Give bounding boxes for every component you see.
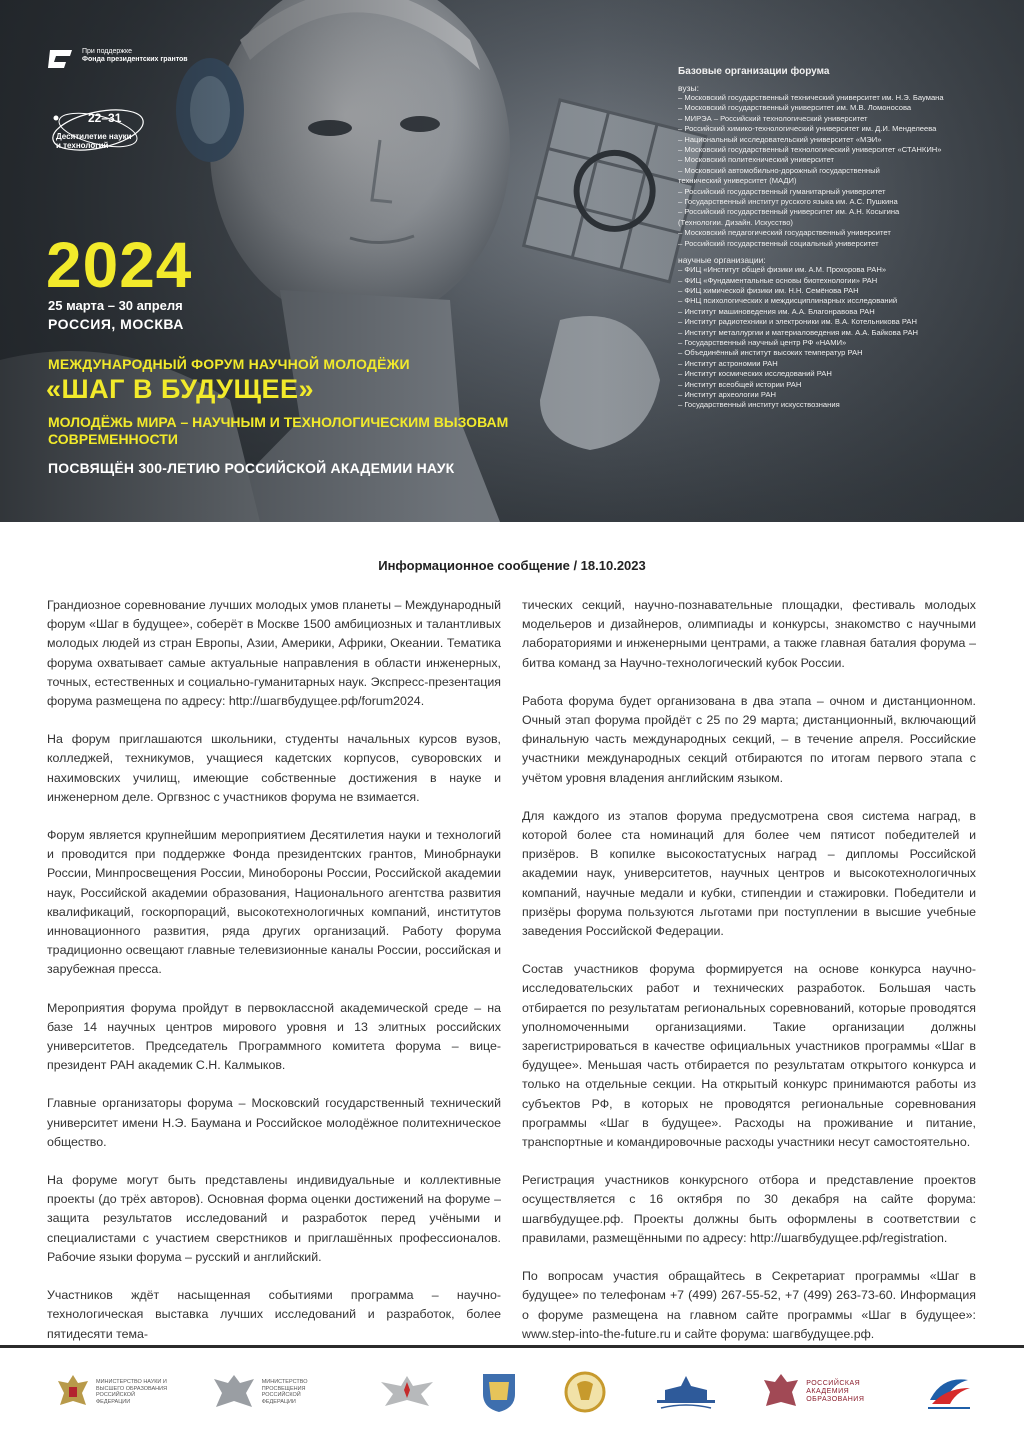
body-paragraph: Форум является крупнейшим мероприятием Десятилетия науки и технологий и проводится при поддержке Фонда президентских грантов, Минобрнауки России, Минпросвещения России, Минобороны России, Российской академии наук, Российской академии образования, Национального агентства развития квалификаций, госкорпораций, высокотехнологичных компаний, институтов инновационного развития, ряда других организаций. Работу форума традиционно освещают главные телевизионные каналы России, российская и зарубежная пресса. <box>47 828 501 977</box>
decade-caption: Десятилетие науки и технологий <box>56 132 132 150</box>
forum-name: «ШАГ В БУДУЩЕЕ» <box>46 374 315 404</box>
decade-of-science-logo <box>48 100 158 160</box>
left-column <box>47 596 501 1344</box>
science-organization-item: – ФНЦ психологических и междисциплинарных исследований <box>678 296 898 306</box>
body-paragraph: Главные организаторы форума – Московский государственный технический университет имени Н.Э. Баумана и Российское молодёжное политехническое общество. <box>47 1096 501 1149</box>
rao-logo <box>762 1372 880 1412</box>
university-item: технический университет (МАДИ) <box>678 176 797 186</box>
logo-small-text: При поддержке <box>82 48 132 55</box>
science-organization-item: – ФИЦ «Институт общей физики им. А.М. Прохорова РАН» <box>678 265 887 275</box>
defense-ministry-emblem-icon <box>377 1372 437 1412</box>
university-item: – Московский педагогический государственный университет <box>678 228 891 238</box>
university-item: – Государственный институт русского языка им. А.С. Пушкина <box>678 197 898 207</box>
science-organizations-list <box>678 265 998 411</box>
shield-emblem-icon <box>479 1370 519 1414</box>
body-paragraph: Мероприятия форума пройдут в первоклассной академической среде – на базе 14 научных центров мирового уровня и 13 элитных российских университетов. Председатель Программного комитета форума – вице-президент РАН академик С.Н. Калмыков. <box>47 1000 501 1073</box>
base-organizations <box>678 66 998 411</box>
footer-divider <box>0 1345 1024 1348</box>
palace-emblem-icon <box>651 1372 721 1412</box>
science-organization-item: – Государственный научный центр РФ «НАМИ» <box>678 337 847 347</box>
university-item: – Московский политехнический университет <box>678 155 834 165</box>
science-organization-item: – Институт радиотехники и электроники им. В.А. Котельникова РАН <box>678 317 917 327</box>
forum-slogan: МОЛОДЁЖЬ МИРА – НАУЧНЫМ И ТЕХНОЛОГИЧЕСКИМ ВЫЗОВАМ СОВРЕМЕННОСТИ <box>48 414 509 447</box>
university-item: (Технологии. Дизайн. Искусство) <box>678 217 793 227</box>
rao-text: РОССИЙСКАЯ АКАДЕМИЯ ОБРАЗОВАНИЯ <box>806 1380 865 1403</box>
science-organization-item: – Институт астрономии РАН <box>678 358 778 368</box>
university-item: – Московский государственный технический университет им. Н.Э. Баумана <box>678 93 944 102</box>
university-item: – Московский государственный университет им. М.В. Ломоносова <box>678 103 912 113</box>
forum-dates: 25 марта – 30 апреля <box>48 298 183 313</box>
decade-number: 22–31 <box>88 111 122 125</box>
forum-type: МЕЖДУНАРОДНЫЙ ФОРУМ НАУЧНОЙ МОЛОДЁЖИ <box>48 356 410 372</box>
right-column <box>522 596 976 1344</box>
eagle-emblem-gray-icon <box>212 1373 256 1411</box>
university-item: – Российский государственный гуманитарный университет <box>678 186 886 196</box>
minprosv-logo <box>212 1373 336 1411</box>
body-paragraph: Для каждого из этапов форума предусмотрена своя система наград, в которой более ста номинаций для более чем пятисот победителей и призёров. В копилке высокостатусных наград – дипломы Российской академии наук, университетов, научных центров и высокотехнологичных компаний, научные медали и кубки, стипендии и стажировки. Победители и призёры форума пользуются льготами при поступлении в высшие учебные заведения Российской Федерации. <box>522 808 976 939</box>
minobrnauki-text: МИНИСТЕРСТВО НАУКИ И ВЫСШЕГО ОБРАЗОВАНИЯ РОССИЙСКОЙ ФЕДЕРАЦИИ <box>96 1379 168 1405</box>
university-item: – Московский автомобильно-дорожный государственный <box>678 165 880 175</box>
science-organization-item: – ФИЦ «Фундаментальные основы биотехнологии» РАН <box>678 275 878 285</box>
partner-logos <box>56 1364 976 1420</box>
universities-list <box>678 93 998 249</box>
eagle-emblem-icon <box>56 1373 90 1411</box>
university-item: – Российский государственный социальный университет <box>678 238 879 248</box>
university-item: – МИРЭА – Российский технологический университет <box>678 113 868 123</box>
flag-ribbon-logo-icon <box>922 1370 976 1414</box>
body-paragraph: Участников ждёт насыщенная событиями программа – научно-технологическая выставка лучших исследований и разработок, более пятидесяти тема- <box>47 1288 501 1341</box>
body-paragraph: Грандиозное соревнование лучших молодых умов планеты – Международный форум «Шаг в будущее», соберёт в Москве 1500 амбициозных и талантливых молодых людей из стран Европы, Азии, Америки, Африки, Океании. Тематика форума охватывает самые актуальные направления в области инженерных, точных, естественных и социально-гуманитарных наук. Экспресс-презентация форума размещена по адресу: http://шагвбудущее.рф/forum2024. <box>47 598 501 709</box>
body-paragraph: Регистрация участников конкурсного отбора и представление проектов осуществляется с 16 октября по 30 декабря на сайте форума: шагвбудущее.рф. Проекты должны быть оформлены в соответствии с правилами, размещёнными по адресу: http://шагвбудущее.рф/registration. <box>522 1173 976 1245</box>
gold-ring-emblem-icon <box>561 1370 609 1414</box>
message-title: Информационное сообщение / 18.10.2023 <box>378 558 646 573</box>
university-item: – Российский государственный университет им. А.Н. Косыгина <box>678 207 900 217</box>
forum-dedication: ПОСВЯЩЁН 300-ЛЕТИЮ РОССИЙСКОЙ АКАДЕМИИ НАУК <box>48 460 455 476</box>
science-organization-item: – Объединённый институт высоких температур РАН <box>678 348 863 358</box>
forum-location: РОССИЯ, МОСКВА <box>48 316 184 332</box>
organizations-title: Базовые организации форума <box>678 66 830 77</box>
universities-label: вузы: <box>678 83 699 93</box>
science-organization-item: – Институт машиноведения им. А.А. Благонравова РАН <box>678 306 875 316</box>
minprosv-text: МИНИСТЕРСТВО ПРОСВЕЩЕНИЯ РОССИЙСКОЙ ФЕДЕРАЦИИ <box>261 1379 308 1405</box>
logo-main-text: Фонда президентских грантов <box>82 56 188 63</box>
science-organization-item: – Институт космических исследований РАН <box>678 369 832 379</box>
body-paragraph: Работа форума будет организована в два этапа – очном и дистанционном. Очный этап форума пройдёт с 25 по 29 марта; дистанционный, включающий финальную часть международных секций, – в течение апреля. Российские участники международных секций отбираются по итогам первого этапа с учётом уровня владения английским языком. <box>522 693 976 785</box>
grants-fund-icon <box>48 48 74 70</box>
body-paragraph: По вопросам участия обращайтесь в Секретариат программы «Шаг в будущее» по телефонам +7 (499) 267-55-52, +7 (499) 263-73-60. Информация о форуме размещена на главном сайте программы «Шаг в будущее»: www.step-into-the-future.ru и сайте форума: шагвбудущее.рф. <box>522 1269 976 1341</box>
forum-year: 2024 <box>46 229 193 301</box>
minobrnauki-logo <box>56 1373 170 1411</box>
rao-eagle-icon <box>762 1372 800 1412</box>
science-organization-item: – Институт всеобщей истории РАН <box>678 379 802 389</box>
body-paragraph: тических секций, научно-познавательные площадки, фестиваль молодых модельеров и дизайнеров, олимпиады и конкурсы, знакомство с научными лабораториями и инженерными центрами, а также главная баталия форума – битва команд за Научно-технологический кубок России. <box>522 598 976 670</box>
university-item: – Московский государственный технологический университет «СТАНКИН» <box>678 145 942 155</box>
presidential-grants-logo <box>48 48 192 70</box>
science-organization-item: – Государственный институт искусствознания <box>678 400 840 410</box>
science-organization-item: – Институт археологии РАН <box>678 389 777 399</box>
university-item: – Российский химико-технологический университет им. Д.И. Менделеева <box>678 124 937 134</box>
hero-banner <box>0 0 1024 522</box>
science-organization-item: – ФИЦ химической физики им. Н.Н. Семёнова РАН <box>678 285 859 295</box>
body-paragraph: На форуме могут быть представлены индивидуальные и коллективные проекты (до трёх авторов). Основная форма оценки достижений на форуме – защита результатов исследований и разработок перед учёными и специалистами с участием сверстников и приглашённых профессионалов. Рабочие языки форума – русский и английский. <box>47 1173 501 1264</box>
university-item: – Национальный исследовательский университет «МЭИ» <box>678 134 882 144</box>
science-label: научные организации: <box>678 255 766 266</box>
science-organization-item: – Институт металлургии и материаловедения им. А.А. Байкова РАН <box>678 327 919 337</box>
body-paragraph: Состав участников форума формируется на основе конкурса научно-исследовательских работ и технических разработок. Большая часть отбирается по результатам региональных соревнований, которые проводятся уполномоченными организациями. Такие организации должны зарегистрироваться в качестве официальных участников программы «Шаг в будущее». Меньшая часть отбирается по результатам открытого конкурса и только на отдельные секции. На открытый конкурс принимаются работы из субъектов РФ, в которых не проводятся региональные соревнования программы «Шаг в будущее». Расходы на проживание и питание, транспортные и командировочные расходы участники несут самостоятельно. <box>522 962 976 1150</box>
body-paragraph: На форум приглашаются школьники, студенты начальных курсов вузов, колледжей, техникумов, учащиеся кадетских корпусов, суворовских и нахимовских училищ, имеющие собственные достижения в науке и инженерном деле. Оргвзнос с участников форума не взимается. <box>47 732 501 804</box>
